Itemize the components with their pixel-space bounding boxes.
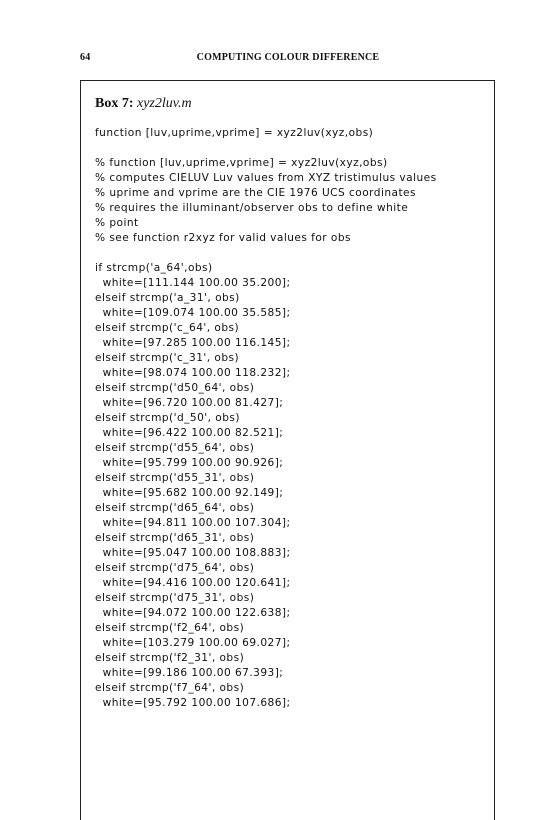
code-line: % function [luv,uprime,vprime] = xyz2luv(xyz,obs): [95, 157, 388, 169]
code-line: % uprime and vprime are the CIE 1976 UCS coordinates: [95, 187, 416, 199]
running-head: [80, 52, 496, 68]
code-line: % see function r2xyz for valid values for obs: [95, 232, 351, 244]
code-line: elseif strcmp('d65_31', obs): [95, 532, 255, 544]
code-line: elseif strcmp('d55_31', obs): [95, 472, 255, 484]
code-line: white=[103.279 100.00 69.027];: [95, 637, 291, 649]
code-line: elseif strcmp('d75_31', obs): [95, 592, 255, 604]
code-line: white=[95.047 100.00 108.883];: [95, 547, 291, 559]
code-line: % requires the illuminant/observer obs to define white: [95, 202, 409, 214]
code-line: elseif strcmp('d_50', obs): [95, 412, 240, 424]
code-line: white=[96.422 100.00 82.521];: [95, 427, 284, 439]
box-label: Box 7:: [95, 96, 134, 111]
code-line: elseif strcmp('c_31', obs): [95, 352, 240, 364]
code-line: elseif strcmp('d75_64', obs): [95, 562, 255, 574]
code-line: white=[99.186 100.00 67.393];: [95, 667, 284, 679]
page-number: 64: [80, 52, 91, 63]
code-line: [95, 141, 437, 156]
code-line: white=[95.792 100.00 107.686];: [95, 697, 291, 709]
code-line: white=[95.799 100.00 90.926];: [95, 457, 284, 469]
code-line: white=[94.072 100.00 122.638];: [95, 607, 291, 619]
code-line: elseif strcmp('d50_64', obs): [95, 382, 255, 394]
box-filename: xyz2luv.m: [137, 96, 192, 111]
code-line: % point: [95, 217, 139, 229]
code-line: white=[95.682 100.00 92.149];: [95, 487, 284, 499]
code-line: elseif strcmp('d65_64', obs): [95, 502, 255, 514]
code-line: elseif strcmp('f2_64', obs): [95, 622, 245, 634]
chapter-title: COMPUTING COLOUR DIFFERENCE: [196, 52, 380, 63]
code-line: elseif strcmp('c_64', obs): [95, 322, 240, 334]
code-line: elseif strcmp('d55_64', obs): [95, 442, 255, 454]
code-line: white=[111.144 100.00 35.200];: [95, 277, 291, 289]
code-line: % computes CIELUV Luv values from XYZ tristimulus values: [95, 172, 437, 184]
code-line: if strcmp('a_64',obs): [95, 262, 213, 274]
code-line: elseif strcmp('f2_31', obs): [95, 652, 245, 664]
code-line: elseif strcmp('f7_64', obs): [95, 682, 245, 694]
code-line: white=[96.720 100.00 81.427];: [95, 397, 284, 409]
code-line: [95, 246, 437, 261]
code-line: elseif strcmp('a_31', obs): [95, 292, 240, 304]
code-line: white=[94.811 100.00 107.304];: [95, 517, 291, 529]
code-line: function [luv,uprime,vprime] = xyz2luv(xyz,obs): [95, 127, 374, 139]
code-line: white=[98.074 100.00 118.232];: [95, 367, 291, 379]
code-box: [80, 80, 495, 820]
code-line: white=[109.074 100.00 35.585];: [95, 307, 291, 319]
code-line: white=[94.416 100.00 120.641];: [95, 577, 291, 589]
box-title: [95, 96, 192, 112]
code-line: white=[97.285 100.00 116.145];: [95, 337, 291, 349]
code-listing: [95, 126, 437, 711]
